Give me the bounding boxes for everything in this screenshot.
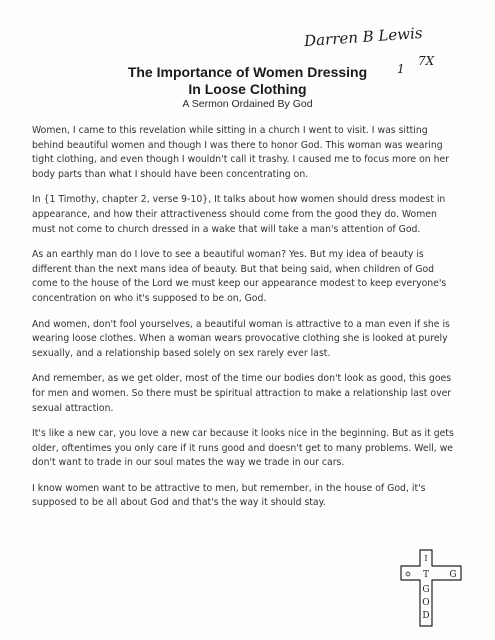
handwritten-signature: Darren B Lewis xyxy=(303,23,424,51)
cross-vertical-letter-2: O xyxy=(422,598,430,608)
cross-icon xyxy=(398,548,464,628)
paragraph-4: And women, don't fool yourselves, a beautiful woman is attractive to a man even if she is wearing loose clothes. When a woman wears provocative clothing she is looked at purely sexually, and a relationship based solely on sex rarely ever last. xyxy=(32,318,450,359)
sermon-body xyxy=(32,124,462,522)
document-title-line-1: The Importance of Women Dressing xyxy=(127,64,368,80)
cross-vertical-letter-1: G xyxy=(422,585,430,595)
paragraph-2: In {1 Timothy, chapter 2, verse 9-10}, It talks about how women should dress modest in appearance, and how their attractiveness should come from the good they do. Women must not come to church dressed in a wake that will take a man's attention of God. xyxy=(32,194,446,235)
handwritten-mark: 7X xyxy=(418,54,435,68)
document-title-line-2: In Loose Clothing xyxy=(188,81,307,97)
cross-right-letter: G xyxy=(449,570,457,580)
cross-center-letter: T xyxy=(422,570,430,580)
paragraph-7: I know women want to be attractive to men, but remember, in the house of God, it's supposed to be all about God and that's the way it should stay. xyxy=(32,482,426,509)
document-subtitle: A Sermon Ordained By God xyxy=(182,98,313,110)
paragraph-6: It's like a new car, you love a new car because it looks nice in the beginning. But as it gets older, oftentimes you only care if it runs good and doesn't get to many problems. Well, we don't want to trade in our soul mates the way we trade in our cars. xyxy=(32,428,454,469)
cross-top-letter: I xyxy=(424,554,428,563)
paragraph-3: As an earthly man do I love to see a beautiful woman? Yes. But my idea of beauty is different than the next mans idea of beauty. But that being said, when children of God come to the house of the Lord we must keep our appearance modest to keep everyone's concentration on who it's supposed to be on, God. xyxy=(32,249,447,304)
hand-drawn-cross xyxy=(398,548,464,628)
paragraph-1: Women, I came to this revelation while sitting in a church I went to visit. I was sitting behind beautiful women and though I was there to honor God. This woman was wearing tight clothing, and even though I wouldn't call it trashy. I caused me to focus more on her body parts than what I should have been concentrating on. xyxy=(32,125,450,180)
page-number: 1 xyxy=(397,62,405,76)
star-of-david-icon: ✡ xyxy=(404,570,412,579)
paragraph-5: And remember, as we get older, most of the time our bodies don't look as good, this goes for men and women. So there must be spiritual attraction to make a relationship last over sexual attraction. xyxy=(32,373,452,414)
cross-vertical-letter-3: D xyxy=(422,611,430,621)
